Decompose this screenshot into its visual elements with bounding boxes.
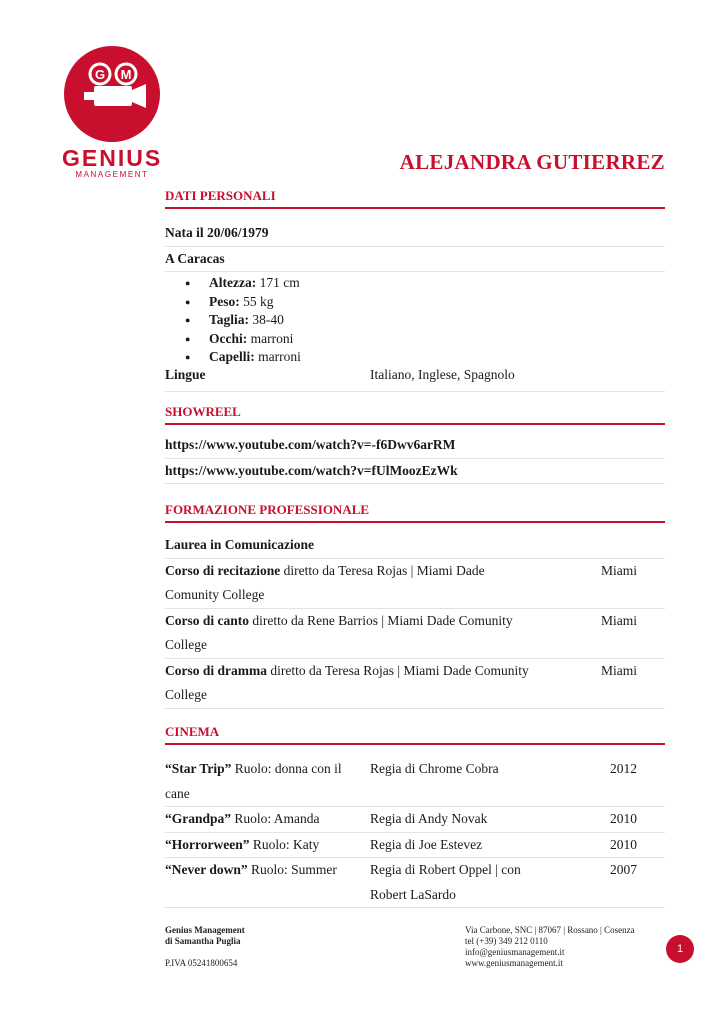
section-dati-personali (165, 188, 665, 392)
brand-logo (62, 46, 163, 179)
section-showreel (165, 404, 665, 484)
section-cinema (165, 724, 665, 908)
svg-text:M: M (120, 67, 132, 82)
page-number: 1 (666, 935, 694, 963)
course-row: Corso di dramma diretto da Teresa Rojas | Miami Dade Comunity College Miami (165, 659, 665, 709)
list-item: ● Altezza: 171 cm (165, 274, 665, 293)
footer-web[interactable]: www.geniusmanagement.it (465, 958, 563, 968)
degree: Laurea in Comunicazione (165, 537, 315, 552)
showreel-link[interactable]: https://www.youtube.com/watch?v=fUlMoozEzWk (165, 462, 458, 478)
languages-row (165, 367, 665, 391)
attributes-block (165, 272, 665, 392)
showreel-link-row (165, 433, 665, 459)
logo-line1: GENIUS (62, 145, 163, 171)
birth-place: A Caracas (165, 250, 225, 266)
footer-company: Genius Management (165, 925, 245, 935)
section-title: SHOWREEL (165, 404, 665, 425)
film-row: “Never down” Ruolo: Summer Regia di Robert Oppel | con Robert LaSardo 2007 (165, 858, 665, 908)
attributes-list (165, 274, 665, 367)
film-row: “Grandpa” Ruolo: Amanda Regia di Andy Novak 2010 (165, 807, 665, 833)
section-title: CINEMA (165, 724, 665, 745)
degree-row (165, 533, 665, 559)
footer-tel: tel (+39) 349 212 0110 (465, 936, 548, 946)
person-name: ALEJANDRA GUTIERREZ (399, 150, 665, 174)
birth-date: Nata il 20/06/1979 (165, 225, 269, 240)
svg-text:G: G (94, 67, 106, 82)
footer-piva: P.IVA 05241800654 (165, 958, 238, 968)
languages-label: Lingue (165, 366, 206, 382)
course-row: Corso di canto diretto da Rene Barrios | Miami Dade Comunity College Miami (165, 609, 665, 659)
film-row: “Horrorween” Ruolo: Katy Regia di Joe Estevez 2010 (165, 833, 665, 859)
section-formazione (165, 502, 665, 709)
logo-line2: MANAGEMENT (75, 170, 149, 179)
course-place: Miami (601, 562, 637, 578)
list-item: ● Capelli: marroni (165, 348, 665, 367)
footer-address: Via Carbone, SNC | 87067 | Rossano | Cosenza (465, 925, 635, 935)
section-title: FORMAZIONE PROFESSIONALE (165, 502, 665, 523)
showreel-link-row (165, 459, 665, 485)
list-item: ● Occhi: marroni (165, 330, 665, 349)
course-place: Miami (601, 662, 637, 678)
showreel-link[interactable]: https://www.youtube.com/watch?v=-f6Dwv6arRM (165, 437, 456, 452)
footer-right (465, 925, 635, 969)
languages-value: Italiano, Inglese, Spagnolo (370, 366, 515, 382)
logo-wordmark (62, 146, 162, 180)
list-item: ● Peso: 55 kg (165, 293, 665, 312)
birth-date-row (165, 221, 665, 247)
footer-left (165, 925, 245, 969)
list-item: ● Taglia: 38-40 (165, 311, 665, 330)
footer-owner: di Samantha Puglia (165, 936, 241, 946)
birth-place-row (165, 247, 665, 273)
section-title: DATI PERSONALI (165, 188, 665, 209)
course-row: Corso di recitazione diretto da Teresa Rojas | Miami Dade Comunity College Miami (165, 559, 665, 609)
footer-email[interactable]: info@geniusmanagement.it (465, 947, 565, 957)
film-row: “Star Trip” Ruolo: donna con il cane Regia di Chrome Cobra 2012 (165, 757, 665, 807)
logo-circle (64, 46, 160, 142)
course-place: Miami (601, 612, 637, 628)
movie-camera-icon (64, 46, 160, 142)
